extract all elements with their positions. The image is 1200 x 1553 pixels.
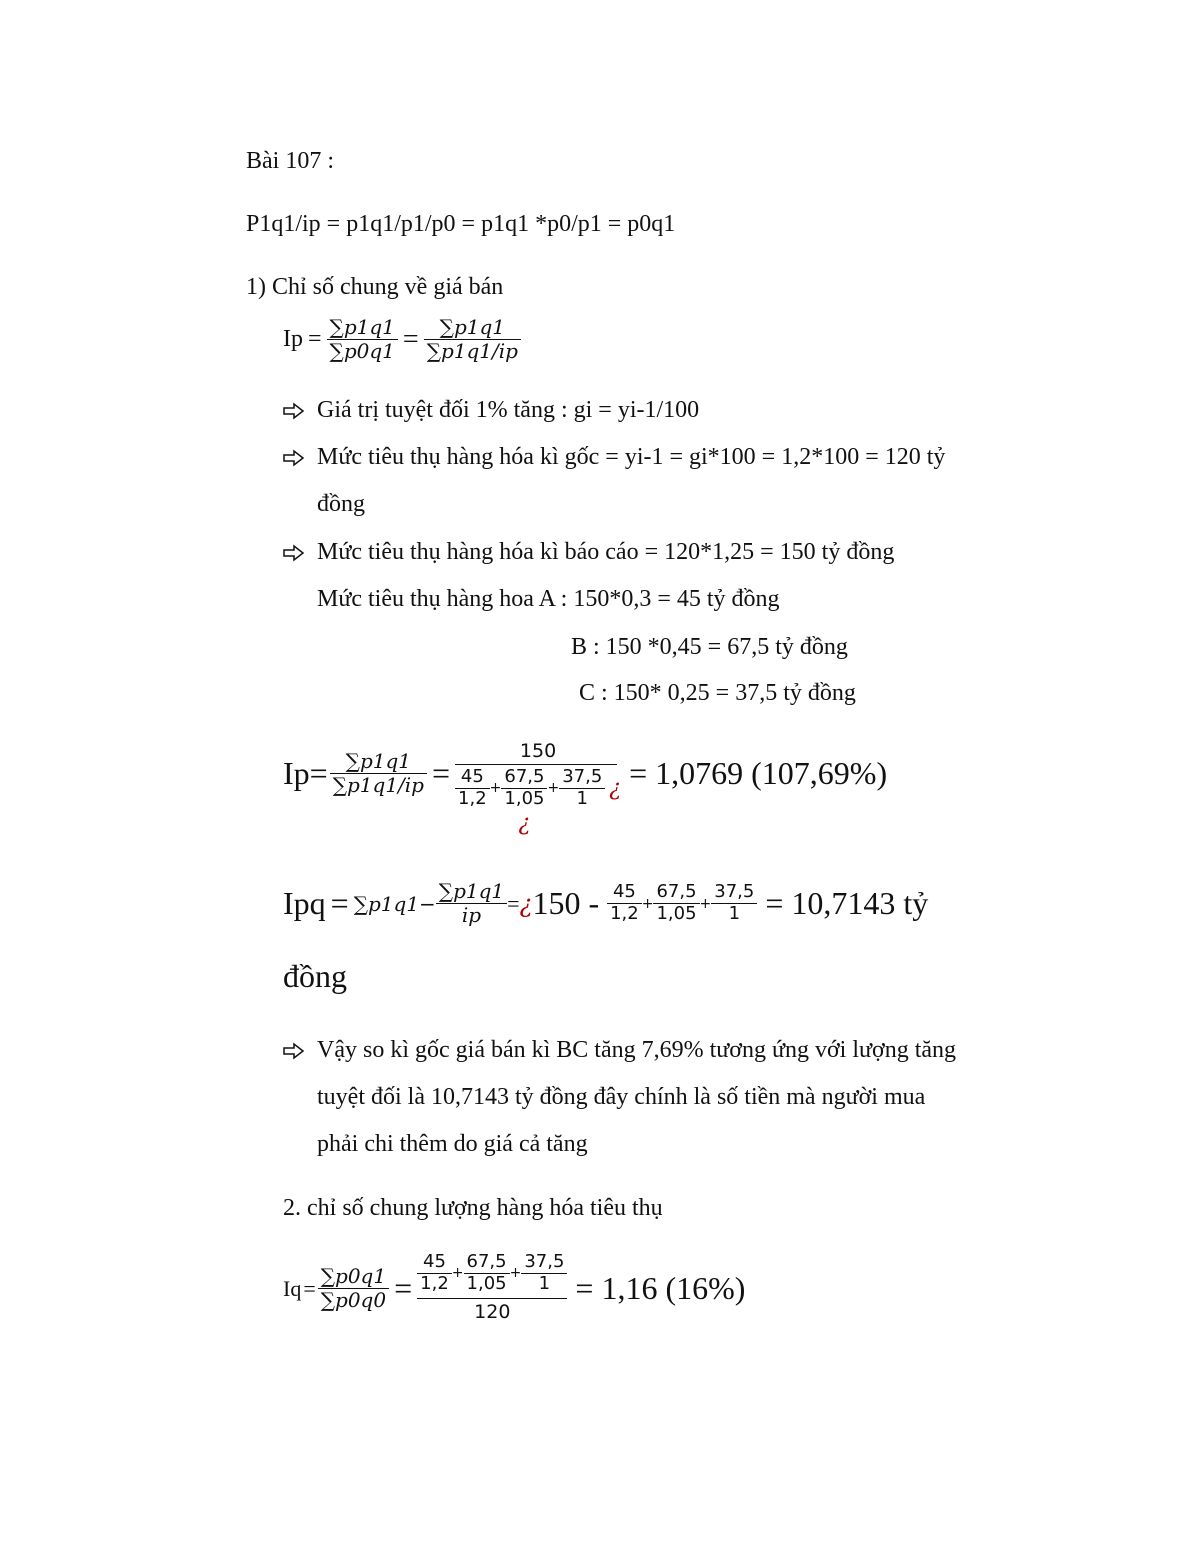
ip-result: = 1,0769 (107,69%) bbox=[629, 755, 888, 792]
compound-fraction: $\frac{45}{1,2}$ + $\frac{67,5}{1,05}$ + $\frac{37,5}{1}$ 120 bbox=[417, 1252, 567, 1325]
formula-iq: Iq = $\frac{\sum p0q1}{\sum p0q0}$ = $\frac{45}{1,2}$ + $\frac{67,5}{1,05}$ + $\frac{37,5}{1}$ 120 = 1,16 (16%) bbox=[283, 1251, 746, 1324]
arrow-right-icon bbox=[283, 396, 317, 424]
missing-glyph-mark: ¿ bbox=[609, 775, 622, 801]
bullet-report-consumption: Mức tiêu thụ hàng hóa kì báo cáo = 120*1,25 = 150 tỷ đồng bbox=[283, 538, 894, 566]
arrow-right-icon bbox=[283, 538, 317, 566]
ip-label: Ip bbox=[283, 326, 303, 352]
fraction: $\frac{\sum p1q1}{\sum p1q1/ip}$ bbox=[424, 316, 521, 363]
conclusion-line1: Vậy so kì gốc giá bán kì BC tăng 7,69% tương ứng với lượng tăng bbox=[283, 1036, 956, 1064]
exercise-title: Bài 107 : bbox=[246, 148, 334, 174]
fraction: $\frac{\sum p1q1}{\sum p0q1}$ bbox=[327, 316, 398, 363]
missing-glyph-mark: ¿ bbox=[519, 889, 533, 918]
line-product-a: Mức tiêu thụ hàng hoa A : 150*0,3 = 45 tỷ đồng bbox=[317, 586, 780, 612]
arrow-right-icon bbox=[283, 1036, 317, 1064]
ipq-result: = 10,7143 tỷ bbox=[765, 885, 929, 921]
line-product-c: C : 150* 0,25 = 37,5 tỷ đồng bbox=[579, 680, 856, 706]
formula-ip-definition: Ip = $\frac{\sum p1q1}{\sum p0q1}$ = $\frac{\sum p1q1}{\sum p1q1/ip}$ bbox=[283, 316, 521, 363]
conclusion-line3: phải chi thêm do giá cả tăng bbox=[317, 1131, 588, 1157]
formula-ip-calculation: Ip= $\frac{\sum p1q1}{\sum p1q1/ip}$ = 150 $\frac{45}{1,2}$ + 67,5 1,05 ¿ + $\frac{37,5}{1}$ ¿ = 1,0769 (107,69%) bbox=[283, 740, 888, 836]
fraction: $\frac{\sum p1q1}{ip}$ bbox=[436, 880, 507, 927]
line-product-b: B : 150 *0,45 = 67,5 tỷ đồng bbox=[571, 634, 848, 660]
iq-result: = 1,16 (16%) bbox=[575, 1270, 746, 1307]
arrow-right-icon bbox=[283, 443, 317, 471]
missing-glyph-mark: ¿ bbox=[518, 811, 531, 836]
bullet-absolute-value: Giá trị tuyệt đối 1% tăng : gi = yi-1/100 bbox=[283, 396, 699, 424]
fraction: $\frac{\sum p1q1}{\sum p1q1/ip}$ bbox=[330, 750, 427, 797]
fraction: $\frac{\sum p0q1}{\sum p0q0}$ bbox=[318, 1265, 389, 1312]
ipq-result-cont: đồng bbox=[283, 958, 347, 994]
bullet-base-consumption: Mức tiêu thụ hàng hóa kì gốc = yi-1 = gi*100 = 1,2*100 = 120 tỷ bbox=[283, 443, 945, 471]
section2-heading: 2. chỉ số chung lượng hàng hóa tiêu thụ bbox=[283, 1195, 663, 1221]
conclusion-line2: tuyệt đối là 10,7143 tỷ đồng đây chính là số tiền mà người mua bbox=[317, 1084, 926, 1110]
section1-heading: 1) Chỉ số chung về giá bán bbox=[246, 274, 504, 300]
bullet-base-consumption-cont: đồng bbox=[317, 491, 365, 517]
formula-ipq: Ipq = ∑p1q1− $\frac{\sum p1q1}{ip}$ = ¿ 150 - $\frac{45}{1,2}$ + $\frac{67,5}{1,05}$ + $\frac{37,5}{1}$ = 10,7143 tỷ bbox=[283, 879, 929, 927]
compound-fraction: 150 $\frac{45}{1,2}$ + 67,5 1,05 ¿ + $\frac{37,5}{1}$ ¿ bbox=[455, 738, 621, 809]
identity-line: P1q1/ip = p1q1/p1/p0 = p1q1 *p0/p1 = p0q1 bbox=[246, 211, 676, 237]
